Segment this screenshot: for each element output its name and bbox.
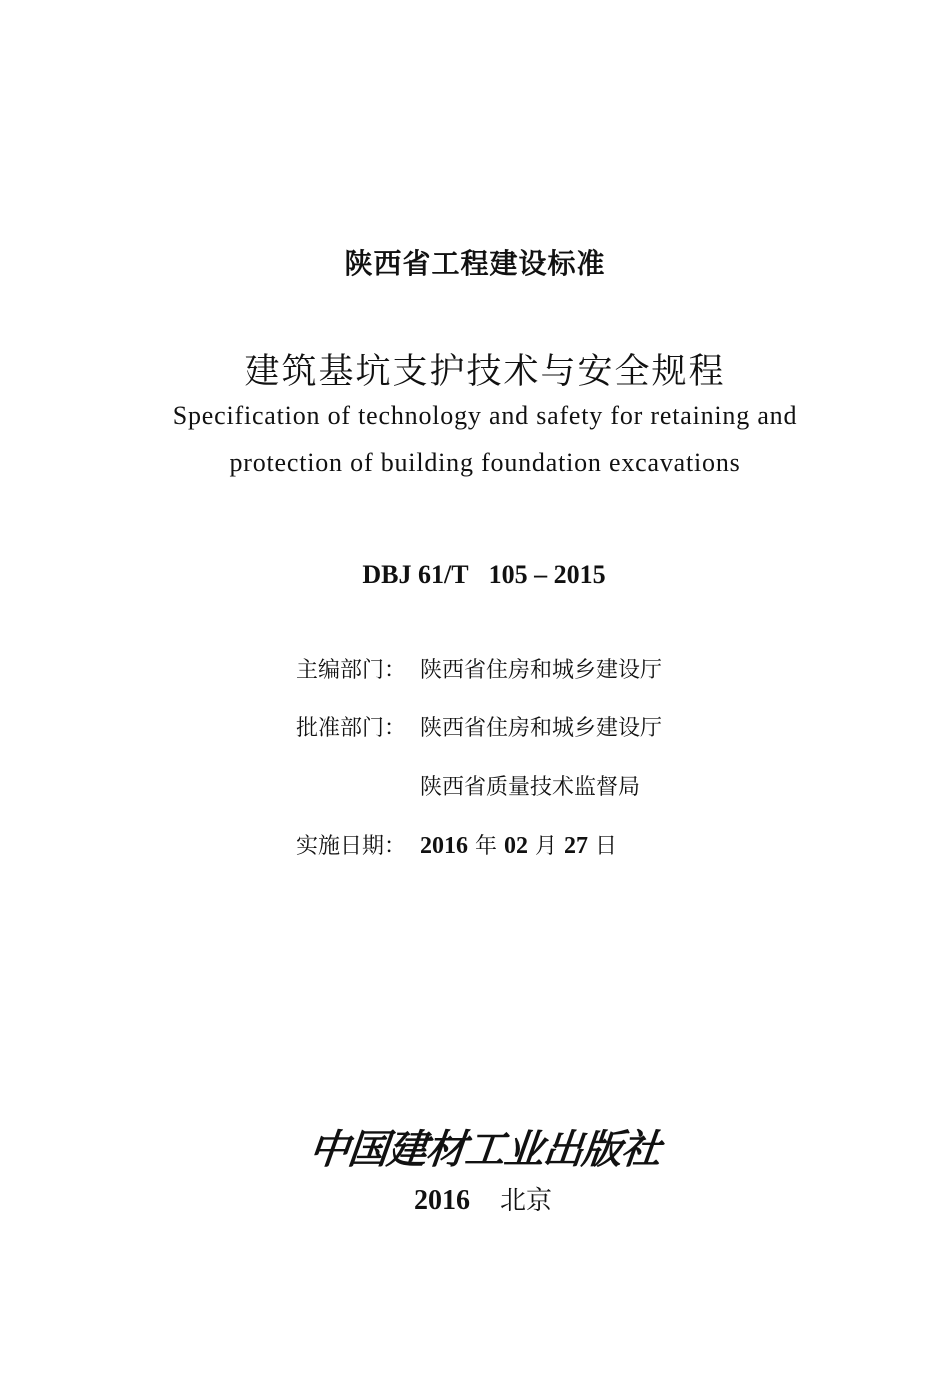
document-title-english-line-1: Specification of technology and safety for retaining and — [172, 401, 798, 430]
standard-code — [0, 560, 950, 590]
series-title: 陕西省工程建设标准 — [344, 247, 606, 280]
date-year-unit: 年 — [475, 834, 498, 859]
imprint-city: 北京 — [499, 1186, 552, 1216]
date-month: 02 — [504, 833, 529, 859]
approver-row-2 — [296, 770, 640, 801]
document-title-chinese: 建筑基坑支护技术与安全规程 — [244, 352, 726, 392]
publisher-logo-text: 中国建材工业出版社 — [306, 1126, 663, 1173]
approver-value-2: 陕西省质量技术监督局 — [420, 775, 641, 800]
editor-label: 主编部门： — [296, 658, 407, 683]
effective-date-label: 实施日期： — [296, 834, 407, 859]
approver-label: 批准部门： — [296, 716, 407, 741]
date-year: 2016 — [420, 833, 468, 859]
approver-row — [296, 711, 662, 742]
editor-value: 陕西省住房和城乡建设厅 — [420, 658, 663, 683]
editor-row — [296, 653, 662, 684]
standard-code-number: 105 – 2015 — [488, 560, 606, 589]
date-day-unit: 日 — [595, 834, 618, 859]
effective-date-value — [420, 829, 617, 860]
effective-date-row — [296, 829, 617, 860]
date-day: 27 — [564, 833, 589, 859]
document-title-english-line-2: protection of building foundation excavations — [229, 448, 741, 477]
imprint — [0, 1180, 950, 1217]
date-month-unit: 月 — [535, 834, 558, 859]
approver-value-1: 陕西省住房和城乡建设厅 — [420, 716, 663, 741]
imprint-year: 2016 — [413, 1185, 470, 1216]
standard-code-prefix: DBJ 61/T — [362, 560, 469, 589]
